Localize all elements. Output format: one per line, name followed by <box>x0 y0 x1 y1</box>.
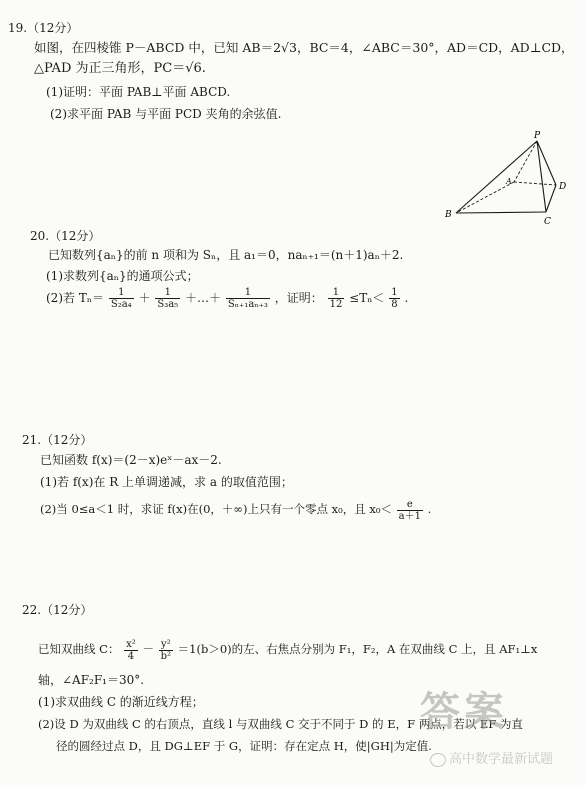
q20-part2-end: . <box>404 291 409 305</box>
q22-fraction-x <box>124 639 138 662</box>
q22-part1: (1)求双曲线 C 的渐近线方程； <box>38 695 204 709</box>
label-A: A <box>506 177 512 186</box>
edge-PA <box>514 141 537 182</box>
edge-PC <box>537 141 546 212</box>
q22-fraction-y-num: y² <box>159 639 173 651</box>
q22-stem-suffix: ＝1(b＞0)的左、右焦点分别为 F₁，F₂，A 在双曲线 C 上，且 AF₁⊥x <box>177 642 538 656</box>
q21-title: 21.（12分） <box>22 433 93 447</box>
q21-fraction-num: e <box>397 499 423 511</box>
label-P: P <box>534 131 541 141</box>
q21-stem: 已知函数 f(x)＝(2－x)eˣ－ax－2. <box>40 453 222 467</box>
q21-part2-text: (2)当 0≤a＜1 时，求证 f(x)在(0，＋∞)上只有一个零点 x₀，且 x₀＜ <box>40 502 392 516</box>
q21-part1: (1)若 f(x)在 R 上单调递减，求 a 的取值范围； <box>40 475 293 489</box>
label-D: D <box>559 182 567 192</box>
q19-part1: (1)证明：平面 PAB⊥平面 ABCD. <box>46 85 231 99</box>
q19-title: 19.（12分） <box>8 21 79 35</box>
fraction-5-num: 1 <box>391 287 398 298</box>
q20-part2-mid: ，证明： <box>274 291 323 305</box>
q20-stem: 已知数列{aₙ}的前 n 项和为 Sₙ，且 a₁＝0，naₙ₊₁＝(n＋1)aₙ＋2. <box>48 248 404 262</box>
edge-AB <box>456 182 514 213</box>
edge-BC <box>456 212 546 213</box>
fraction-4-num: 1 <box>328 287 345 299</box>
wechat-icon <box>430 753 446 767</box>
q21-fraction <box>397 499 423 522</box>
q20-part1: (1)求数列{aₙ}的通项公式； <box>46 269 199 283</box>
fraction-2 <box>155 287 180 310</box>
q20-part2 <box>46 285 408 311</box>
q20-part2-mid2: ≤Tₙ＜ <box>349 291 385 305</box>
fraction-1-num: 1 <box>109 287 134 299</box>
q22-fraction-x-den: 4 <box>127 650 135 662</box>
watermark-text <box>430 748 553 767</box>
fraction-2-den: S₃a₅ <box>157 299 179 310</box>
label-C: C <box>544 217 551 227</box>
q22-fraction-x-num: x² <box>126 638 136 650</box>
fraction-1-den: S₂a₄ <box>110 299 132 310</box>
q22-title: 22.（12分） <box>22 603 93 617</box>
q20-part2-prefix: (2)若 Tₙ＝ <box>46 291 105 305</box>
q22-stem-prefix: 已知双曲线 C： <box>38 642 120 656</box>
fraction-4 <box>328 287 345 310</box>
q22-stem-line2: 轴，∠AF₂F₁＝30°. <box>38 673 145 687</box>
edge-CD <box>546 185 556 212</box>
fraction-2-num: 1 <box>155 287 180 299</box>
fraction-4-den: 12 <box>329 299 343 310</box>
plus-sign: ＋ <box>138 291 151 305</box>
fraction-5 <box>389 287 399 310</box>
edge-AD <box>514 182 556 185</box>
fraction-3-num: 1 <box>226 287 270 299</box>
q22-fraction-y <box>159 639 173 662</box>
fraction-1 <box>109 287 134 310</box>
q21-fraction-den: a＋1 <box>398 510 421 522</box>
fraction-5-den: 8 <box>391 299 398 310</box>
edge-PD <box>537 141 556 185</box>
fraction-3 <box>226 287 270 310</box>
q22-part2-line2: 径的圆经过点 D，且 DG⊥EF 于 G，证明：存在定点 H，使|GH|为定值. <box>56 739 432 753</box>
q19-stem-line2: △PAD 为正三角形，PC＝√6. <box>34 61 206 76</box>
q20-title: 20.（12分） <box>30 229 101 243</box>
edge-PB <box>456 141 537 213</box>
q21-part2 <box>40 496 431 522</box>
q22-part2-line1: (2)设 D 为双曲线 C 的右顶点，直线 l 与双曲线 C 交于不同于 D 的 E，F 两点，若以 EF 为直 <box>38 717 523 731</box>
minus-sign: － <box>142 642 154 656</box>
fraction-3-den: Sₙ₊₁aₙ₊₃ <box>227 299 268 310</box>
q22-fraction-y-den: b² <box>160 650 172 662</box>
watermark-logo: 答案 <box>420 688 508 735</box>
label-B: B <box>445 210 452 220</box>
plus-ellipsis: ＋…＋ <box>185 291 222 305</box>
q19-part2: (2)求平面 PAB 与平面 PCD 夹角的余弦值. <box>50 107 282 121</box>
watermark-label: 高中数学最新试题 <box>449 752 554 767</box>
q22-stem-line1 <box>38 636 537 662</box>
q21-part2-end: . <box>427 502 432 516</box>
q19-stem-line1: 如图，在四棱锥 P－ABCD 中，已知 AB＝2√3，BC＝4，∠ABC＝30°，AD＝CD，AD⊥CD， <box>34 40 574 55</box>
